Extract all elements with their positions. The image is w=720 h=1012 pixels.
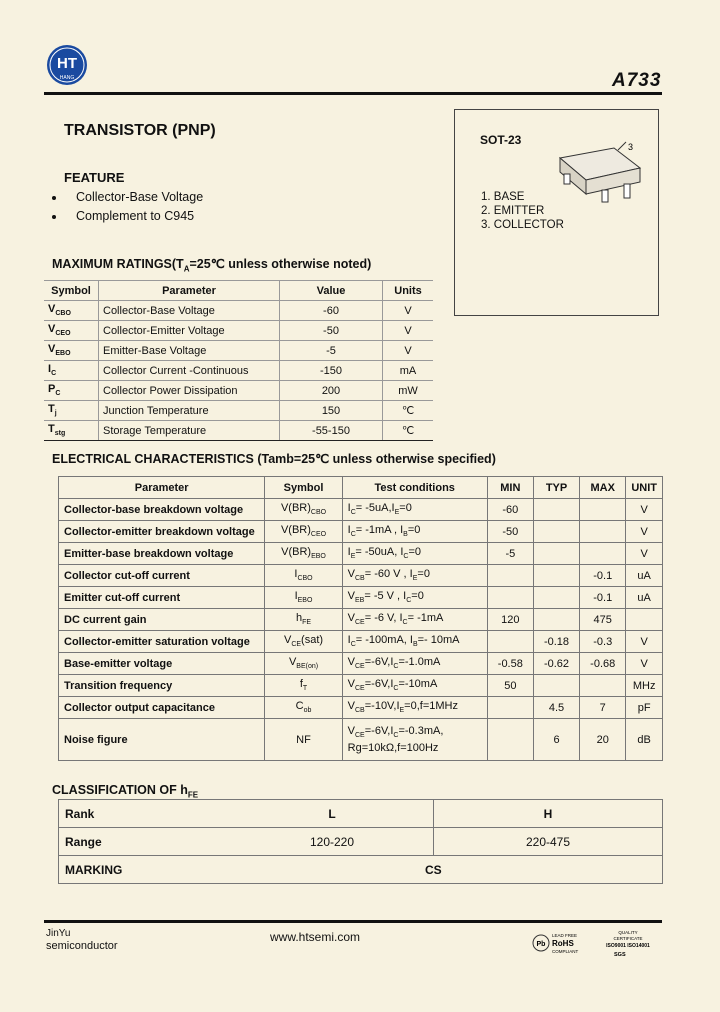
table-row: [59, 631, 663, 653]
cell-max: 20: [580, 719, 626, 761]
cell-parameter: Storage Temperature: [99, 421, 280, 441]
cell-symbol: [44, 321, 99, 341]
svg-text:SGS: SGS: [614, 952, 626, 958]
cell-unit: ℃: [383, 421, 434, 441]
cell-value: -55-150: [280, 421, 383, 441]
cell-parameter: Emitter cut-off current: [59, 587, 265, 609]
cell-min: -0.58: [487, 653, 533, 675]
cell-min: [487, 697, 533, 719]
max-ratings-table: [44, 280, 433, 441]
cell-typ: 6: [533, 719, 579, 761]
table-header-row: [44, 281, 433, 301]
bullet-icon: [52, 215, 56, 219]
cell-parameter: Collector output capacitance: [59, 697, 265, 719]
cell-symbol: [265, 609, 342, 631]
cell-unit: V: [626, 631, 663, 653]
col-symbol: Symbol: [44, 281, 99, 301]
cell-symbol: [265, 521, 342, 543]
col-units: Units: [383, 281, 434, 301]
cell-value: 150: [280, 401, 383, 421]
symbol-text: $V(BR)_{CBO}$: [280, 502, 327, 517]
cell-value: -60: [280, 301, 383, 321]
table-row: [59, 856, 663, 884]
svg-text:COMPLIANT: COMPLIANT: [552, 949, 579, 954]
cell-parameter: Noise figure: [59, 719, 265, 761]
marking-label: MARKING: [59, 856, 232, 884]
cell-typ: [533, 587, 579, 609]
header-rule: [44, 92, 662, 95]
cell-parameter: DC current gain: [59, 609, 265, 631]
cell-symbol: [44, 401, 99, 421]
cell-max: [580, 499, 626, 521]
table-row: [44, 361, 433, 381]
symbol-text: $V(BR)_{EBO}$: [281, 546, 326, 561]
cell-typ: [533, 543, 579, 565]
condition-line-2: Rg=10kΩ,f=100Hz: [347, 742, 439, 755]
cell-min: [487, 631, 533, 653]
svg-text:HANG: HANG: [59, 75, 75, 81]
col-value: Value: [280, 281, 383, 301]
cell-symbol: [44, 361, 99, 381]
condition-text: $V_{CE}=-6V,I_C=-1.0mA$: [347, 656, 441, 671]
cell-parameter: Collector-Base Voltage: [99, 301, 280, 321]
range-h: 220-475: [434, 828, 663, 856]
bullet-icon: [52, 196, 56, 200]
cell-conditions: [342, 609, 487, 631]
cell-parameter: Base-emitter voltage: [59, 653, 265, 675]
feature-heading: FEATURE: [64, 170, 125, 185]
cell-max: -0.1: [580, 565, 626, 587]
table-row: [59, 653, 663, 675]
col-parameter: Parameter: [59, 477, 265, 499]
cell-max: [580, 543, 626, 565]
condition-text: $V_{CE}=-6V,I_C=-10mA$: [347, 678, 438, 693]
cell-symbol: [265, 697, 342, 719]
cell-typ: 4.5: [533, 697, 579, 719]
certification-badges: [530, 929, 660, 959]
symbol-text: $C_{ob}$: [295, 700, 312, 715]
cell-symbol: [44, 301, 99, 321]
cell-parameter: Collector-Emitter Voltage: [99, 321, 280, 341]
cell-symbol: [265, 587, 342, 609]
cell-symbol: [44, 381, 99, 401]
pin-1-label: 1. BASE: [481, 191, 525, 203]
symbol-text: $h_{FE}$: [295, 612, 312, 627]
cell-value: -50: [280, 321, 383, 341]
svg-text:3: 3: [628, 142, 634, 152]
table-row: [44, 381, 433, 401]
col-parameter: Parameter: [99, 281, 280, 301]
cell-min: [487, 565, 533, 587]
cell-symbol: NF: [265, 719, 342, 761]
cell-min: -60: [487, 499, 533, 521]
svg-text:CERTIFICATE: CERTIFICATE: [613, 936, 643, 941]
cell-conditions: [342, 697, 487, 719]
cell-unit: ℃: [383, 401, 434, 421]
cell-typ: [533, 499, 579, 521]
cell-typ: -0.18: [533, 631, 579, 653]
table-row: [59, 800, 663, 828]
svg-text:Pb: Pb: [536, 941, 546, 948]
cell-min: [487, 719, 533, 761]
cell-max: [580, 675, 626, 697]
pin-2-label: 2. EMITTER: [481, 205, 545, 217]
symbol-text: $T_j$: [48, 403, 57, 418]
table-row: [59, 609, 663, 631]
symbol-text: $P_C$: [48, 383, 61, 398]
classification-heading: CLASSIFICATION OF $h_{FE}$: [52, 783, 199, 800]
rank-h: H: [434, 800, 663, 828]
condition-text: $V_{CB}= -60$ V , $I_E=0$: [347, 568, 430, 583]
cell-unit: V: [383, 301, 434, 321]
cell-unit: V: [626, 543, 663, 565]
cell-min: -5: [487, 543, 533, 565]
condition-text: $I_C= -5uA,I_E=0$: [347, 502, 412, 517]
cell-unit: pF: [626, 697, 663, 719]
svg-text:RoHS: RoHS: [552, 939, 574, 948]
cell-parameter: Junction Temperature: [99, 401, 280, 421]
cell-value: 200: [280, 381, 383, 401]
table-row: [44, 301, 433, 321]
condition-text: $V_{EB}= -5$ V , $I_C=0$: [347, 590, 424, 605]
svg-text:QUALITY: QUALITY: [618, 930, 638, 935]
cell-unit: mW: [383, 381, 434, 401]
cell-parameter: Emitter-Base Voltage: [99, 341, 280, 361]
cell-unit: dB: [626, 719, 663, 761]
rank-l: L: [231, 800, 434, 828]
cell-symbol: [265, 653, 342, 675]
cell-typ: [533, 565, 579, 587]
cell-symbol: [44, 421, 99, 441]
range-l: 120-220: [231, 828, 434, 856]
cell-symbol: [265, 675, 342, 697]
max-ratings-heading: MAXIMUM $RATINGS(T_A=25℃$ unless otherwise noted): [52, 257, 372, 274]
part-number: A733: [612, 70, 662, 91]
rank-label: Rank: [59, 800, 232, 828]
condition-line-1: $V_{CE}=-6V,I_C=-0.3mA$,: [347, 724, 444, 740]
table-header-row: [59, 477, 663, 499]
cell-max: 475: [580, 609, 626, 631]
col-typ: TYP: [533, 477, 579, 499]
cell-unit: mA: [383, 361, 434, 381]
footer-rule: [44, 920, 662, 923]
cell-unit: V: [626, 653, 663, 675]
cell-min: -50: [487, 521, 533, 543]
table-row: [44, 341, 433, 361]
cell-parameter: Collector-emitter breakdown voltage: [59, 521, 265, 543]
cell-max: -0.68: [580, 653, 626, 675]
symbol-text: $V_{BE(on)}$: [288, 656, 319, 671]
cell-parameter: Transition frequency: [59, 675, 265, 697]
cell-parameter: Collector cut-off current: [59, 565, 265, 587]
cell-unit: V: [383, 321, 434, 341]
symbol-text: $I_{EBO}$: [294, 590, 313, 605]
cell-symbol: [265, 499, 342, 521]
cell-symbol: [265, 565, 342, 587]
cell-conditions: [342, 631, 487, 653]
table-row: [44, 401, 433, 421]
sot23-package-drawing: [552, 138, 648, 216]
cell-unit: uA: [626, 565, 663, 587]
classification-table: [58, 799, 663, 884]
symbol-text: $V(BR)_{CEO}$: [280, 524, 327, 539]
table-row: [59, 828, 663, 856]
cell-unit: MHz: [626, 675, 663, 697]
svg-text:LEAD FREE: LEAD FREE: [552, 933, 578, 938]
table-row: [59, 521, 663, 543]
cell-parameter: Collector Power Dissipation: [99, 381, 280, 401]
table-row: [59, 499, 663, 521]
cell-typ: [533, 521, 579, 543]
company-name: JinYu: [46, 928, 71, 939]
cell-conditions: [342, 543, 487, 565]
pin-3-label: 3. COLLECTOR: [481, 219, 564, 231]
col-test-conditions: Test conditions: [342, 477, 487, 499]
page-title: TRANSISTOR (PNP): [64, 122, 216, 139]
svg-text:ISO9001 ISO14001: ISO9001 ISO14001: [606, 943, 650, 949]
cell-symbol: [44, 341, 99, 361]
cell-unit: V: [626, 499, 663, 521]
package-name: SOT-23: [480, 133, 522, 147]
marking-value: CS: [231, 856, 663, 884]
col-unit: UNIT: [626, 477, 663, 499]
cell-conditions: [342, 653, 487, 675]
condition-text: $V_{CB}=-10V,I_E=0,f=1MHz$: [347, 700, 458, 715]
cell-parameter: Emitter-base breakdown voltage: [59, 543, 265, 565]
col-min: MIN: [487, 477, 533, 499]
symbol-text: $V_{CBO}$: [48, 303, 71, 318]
cell-min: [487, 587, 533, 609]
condition-text: $I_E= -50uA$, $I_C=0$: [347, 546, 422, 561]
cell-conditions: [342, 587, 487, 609]
cell-value: -5: [280, 341, 383, 361]
cell-typ: [533, 675, 579, 697]
condition-text: $I_C= -1mA$ , $I_B=0$: [347, 524, 421, 539]
company-logo: [46, 44, 88, 86]
svg-text:HT: HT: [57, 55, 77, 72]
table-row: [59, 697, 663, 719]
cell-parameter: Collector-emitter saturation voltage: [59, 631, 265, 653]
cell-unit: V: [626, 521, 663, 543]
electrical-heading: ELECTRICAL CHARACTERISTICS (Tamb=25℃ unless otherwise specified): [52, 452, 496, 466]
cell-conditions: [342, 719, 487, 761]
cell-parameter: Collector-base breakdown voltage: [59, 499, 265, 521]
cell-min: 120: [487, 609, 533, 631]
cell-min: 50: [487, 675, 533, 697]
feature-item: Collector-Base Voltage: [52, 190, 203, 204]
cell-max: -0.3: [580, 631, 626, 653]
company-subtitle: semiconductor: [46, 940, 118, 952]
cell-conditions: [342, 675, 487, 697]
table-row: [59, 565, 663, 587]
condition-text: $V_{CE}= -6$ V, $I_C= -1mA$: [347, 612, 444, 627]
electrical-table: [58, 476, 663, 761]
symbol-text: $V_{CEO}$: [48, 323, 71, 338]
symbol-text: $I_{CBO}$: [294, 568, 313, 583]
cell-unit: [626, 609, 663, 631]
cell-conditions: [342, 521, 487, 543]
table-row: [59, 543, 663, 565]
table-row: [59, 719, 663, 761]
website-link[interactable]: www.htsemi.com: [270, 930, 361, 944]
cell-conditions: [342, 565, 487, 587]
col-max: MAX: [580, 477, 626, 499]
symbol-text: $V_{EBO}$: [48, 343, 71, 358]
cell-max: -0.1: [580, 587, 626, 609]
symbol-text: $V_{CE}(sat)$: [283, 634, 324, 649]
cell-max: 7: [580, 697, 626, 719]
range-label: Range: [59, 828, 232, 856]
cell-symbol: [265, 631, 342, 653]
condition-text: $I_C= -100mA$, $I_B=-$ 10mA: [347, 634, 460, 649]
cell-typ: [533, 609, 579, 631]
symbol-text: $f_T$: [299, 678, 308, 693]
cell-value: -150: [280, 361, 383, 381]
cell-parameter: Collector Current -Continuous: [99, 361, 280, 381]
feature-item: Complement to C945: [52, 209, 194, 223]
table-row: [44, 421, 433, 441]
table-row: [59, 675, 663, 697]
col-symbol: Symbol: [265, 477, 342, 499]
cell-max: [580, 521, 626, 543]
symbol-text: $T_{stg}$: [48, 423, 66, 438]
table-row: [44, 321, 433, 341]
symbol-text: $I_C$: [48, 363, 57, 378]
table-row: [59, 587, 663, 609]
cell-typ: -0.62: [533, 653, 579, 675]
cell-unit: V: [383, 341, 434, 361]
cell-symbol: [265, 543, 342, 565]
cell-conditions: [342, 499, 487, 521]
cell-unit: uA: [626, 587, 663, 609]
